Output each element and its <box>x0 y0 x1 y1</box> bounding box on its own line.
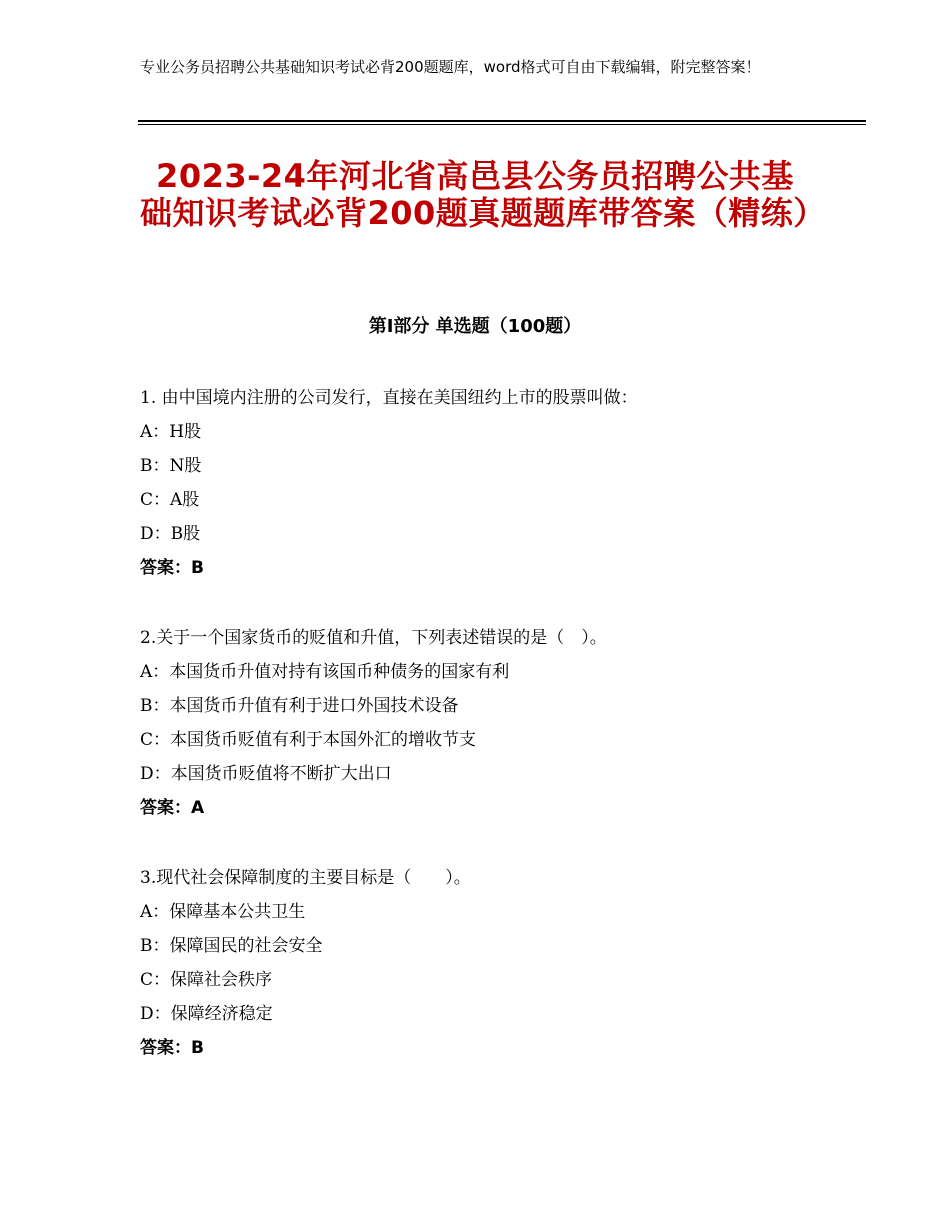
option-d: D：保障经济稳定 <box>140 1004 273 1024</box>
option-a: A：本国货币升值对持有该国币种债务的国家有利 <box>140 662 510 682</box>
question-2 <box>140 621 860 825</box>
option-a: A：保障基本公共卫生 <box>140 902 306 922</box>
question-3 <box>140 861 860 1065</box>
header-divider <box>138 120 866 125</box>
option-b: B：N股 <box>140 456 202 476</box>
document-title: 2023-24年河北省高邑县公务员招聘公共基础知识考试必背200题真题题库带答案（精练） <box>140 157 826 232</box>
answer-label: 答案：B <box>140 558 204 578</box>
option-c: C：保障社会秩序 <box>140 970 273 990</box>
option-a: A：H股 <box>140 422 202 442</box>
answer-label: 答案：A <box>140 798 205 818</box>
question-1 <box>140 381 860 585</box>
section-heading: 第Ⅰ部分 单选题（100题） <box>368 316 582 337</box>
option-b: B：保障国民的社会安全 <box>140 936 323 956</box>
question-stem: 3.现代社会保障制度的主要目标是（ ）。 <box>140 868 471 888</box>
question-stem: 1. 由中国境内注册的公司发行，直接在美国纽约上市的股票叫做： <box>140 388 638 408</box>
answer-label: 答案：B <box>140 1038 204 1058</box>
page-header-note: 专业公务员招聘公共基础知识考试必背200题题库，word格式可自由下载编辑，附完整答案！ <box>140 58 761 76</box>
option-b: B：本国货币升值有利于进口外国技术设备 <box>140 696 459 716</box>
question-stem: 2.关于一个国家货币的贬值和升值，下列表述错误的是（ ）。 <box>140 628 607 648</box>
question-list <box>140 381 860 1101</box>
option-c: C：本国货币贬值有利于本国外汇的增收节支 <box>140 730 477 750</box>
option-c: C：A股 <box>140 490 200 510</box>
option-d: D：B股 <box>140 524 201 544</box>
option-d: D：本国货币贬值将不断扩大出口 <box>140 764 392 784</box>
